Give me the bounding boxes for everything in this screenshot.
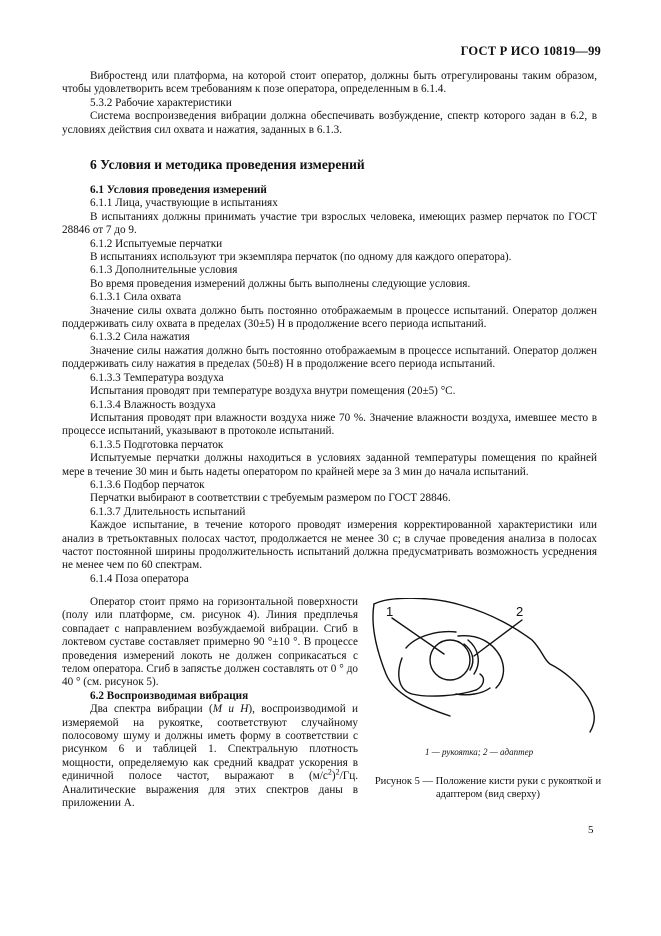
subsection-title: 6.2 Воспроизводимая вибрация bbox=[90, 689, 249, 702]
paragraph: Система воспроизведения вибрации должна обеспечивать возбуждение, спектр которого задан в 6.2, в условиях действия сил охвата и нажатия, заданных в 6.1.3. bbox=[62, 110, 597, 136]
clause-title: 5.3.2 Рабочие характеристики bbox=[90, 96, 232, 109]
pose-block bbox=[62, 596, 358, 811]
paragraph: Испытания проводят при температуре воздуха внутри помещения (20±5) °С. bbox=[90, 385, 456, 398]
text-fragment: ) bbox=[331, 770, 336, 783]
text-fragment: Два спектра вибрации ( bbox=[90, 703, 213, 716]
paragraph: Значение силы охвата должно быть постоянно отображаемым в процессе испытаний. Оператор должен поддерживать силу охвата в пределах (30±5) Н в продолжение всего периода испытаний. bbox=[62, 304, 597, 331]
top-block bbox=[62, 70, 597, 137]
figure-label-1: 1 bbox=[386, 604, 394, 619]
section-6 bbox=[62, 158, 597, 171]
handle-icon bbox=[430, 640, 470, 680]
text-fragment: ), воспроизводимой и измеряемой на рукоятке, соответствуют случайному полосовому шуму и должны иметь форму в соответствии с рисунком 6 и таблицей 1. Спектральную плотность мощности, определяемую как средний квадрат ускорения в единичной полосе частот, выражают в (м/с bbox=[62, 703, 358, 783]
leader-line-2 bbox=[474, 620, 522, 656]
paragraph: Испытания проводят при влажности воздуха ниже 70 %. Значение влажности воздуха, имевшее место в процессе испытаний, указывают в протоколе испытаний. bbox=[62, 411, 597, 438]
figure-caption: Рисунок 5 — Положение кисти руки с рукояткой и адаптером (вид сверху) bbox=[374, 776, 602, 800]
paragraph: Оператор стоит прямо на горизонтальной поверхности (полу или платформе, см. рисунок 4). Линия предплечья совпадает с направлением возбуждаемой вибрации. Сгиб в локтевом суставе составляет примерно 90 °±10 °. В процессе проведения измерений локоть не должен соприкасаться с телом оператора. Сгиб в запястье должен составлять от 0 ° до 40 ° (см. рисунок 5). bbox=[62, 596, 358, 689]
paragraph: Испытуемые перчатки должны находиться в условиях заданной температуры помещения по крайней мере в течение 30 мин и быть надеты оператором по крайней мере за 3 мин до начала испытаний. bbox=[62, 452, 597, 478]
superscript: 2 bbox=[335, 767, 340, 777]
finger-outline bbox=[476, 674, 483, 690]
clause-title: 6.1.1 Лица, участвующие в испытаниях bbox=[90, 197, 278, 210]
finger-outline bbox=[399, 658, 476, 696]
paragraph: Перчатки выбирают в соответствии с требуемым размером по ГОСТ 28846. bbox=[90, 492, 451, 505]
subsection-title: 6.1 Условия проведения измерений bbox=[90, 184, 267, 196]
hand-outline bbox=[374, 598, 594, 732]
paragraph: Вибростенд или платформа, на которой стоит оператор, должны быть отрегулированы таким образом, чтобы удовлетворить всем требованиям к позе оператора, определенным в 6.1.4. bbox=[62, 70, 597, 96]
paragraph: Значение силы нажатия должно быть постоянно отображаемым в процессе испытаний. Оператор должен поддерживать силу нажатия в пределах (50±8) Н в продолжение всего периода испытаний. bbox=[62, 344, 597, 371]
figure-5 bbox=[372, 598, 604, 743]
paragraph: В испытаниях должны принимать участие три взрослых человека, имеющих размер перчаток по ГОСТ 28846 от 7 до 9. bbox=[62, 210, 597, 237]
leader-line-1 bbox=[392, 618, 444, 654]
paragraph: В испытаниях используют три экземпляра перчаток (по одному для каждого оператора). bbox=[90, 251, 512, 264]
text-fragment: и bbox=[222, 703, 241, 716]
spectrum-h: H bbox=[240, 703, 249, 716]
paragraph: Во время проведения измерений должны быть выполнены следующие условия. bbox=[90, 277, 471, 290]
thumb-outline bbox=[458, 636, 503, 688]
superscript: 2 bbox=[327, 767, 332, 777]
figure-label-2: 2 bbox=[516, 604, 524, 619]
clause-title: 6.1.3.3 Температура воздуха bbox=[90, 371, 224, 384]
clause-title: 6.1.3.6 Подбор перчаток bbox=[90, 478, 205, 491]
section-title: 6 Условия и методика проведения измерений bbox=[90, 157, 365, 172]
paragraph: Каждое испытание, в течение которого проводят измерения корректированной характеристики или анализ в третьоктавных полосах частот, продолжается не менее 30 с; в случае проведения анализа в полосах частот постоянной ширины продолжительность испытаний должна предусматривать возможность усреднения не менее чем по 60 спектрам. bbox=[62, 519, 597, 572]
clause-title: 6.1.4 Поза оператора bbox=[90, 572, 189, 585]
clause-title: 6.1.3 Дополнительные условия bbox=[90, 264, 238, 277]
clause-title: 6.1.2 Испытуемые перчатки bbox=[90, 237, 223, 250]
hand-outline bbox=[373, 604, 450, 716]
section-6-body bbox=[62, 184, 597, 586]
paragraph bbox=[62, 703, 358, 810]
clause-title: 6.1.3.2 Сила нажатия bbox=[90, 331, 190, 344]
spectrum-m: M bbox=[212, 703, 223, 716]
hand-drawing bbox=[372, 598, 604, 738]
clause-title: 6.1.3.4 Влажность воздуха bbox=[90, 398, 216, 411]
text-fragment: /Гц. Аналитические выражения для этих спектров даны в приложении А. bbox=[62, 770, 358, 810]
figure-legend: 1 — рукоятка; 2 — адаптер bbox=[425, 747, 534, 757]
clause-title: 6.1.3.1 Сила охвата bbox=[90, 291, 182, 304]
clause-title: 6.1.3.7 Длительность испытаний bbox=[90, 505, 246, 518]
clause-title: 6.1.3.5 Подготовка перчаток bbox=[90, 438, 224, 451]
document-code: ГОСТ Р ИСО 10819—99 bbox=[460, 44, 601, 58]
page-number: 5 bbox=[588, 824, 594, 836]
